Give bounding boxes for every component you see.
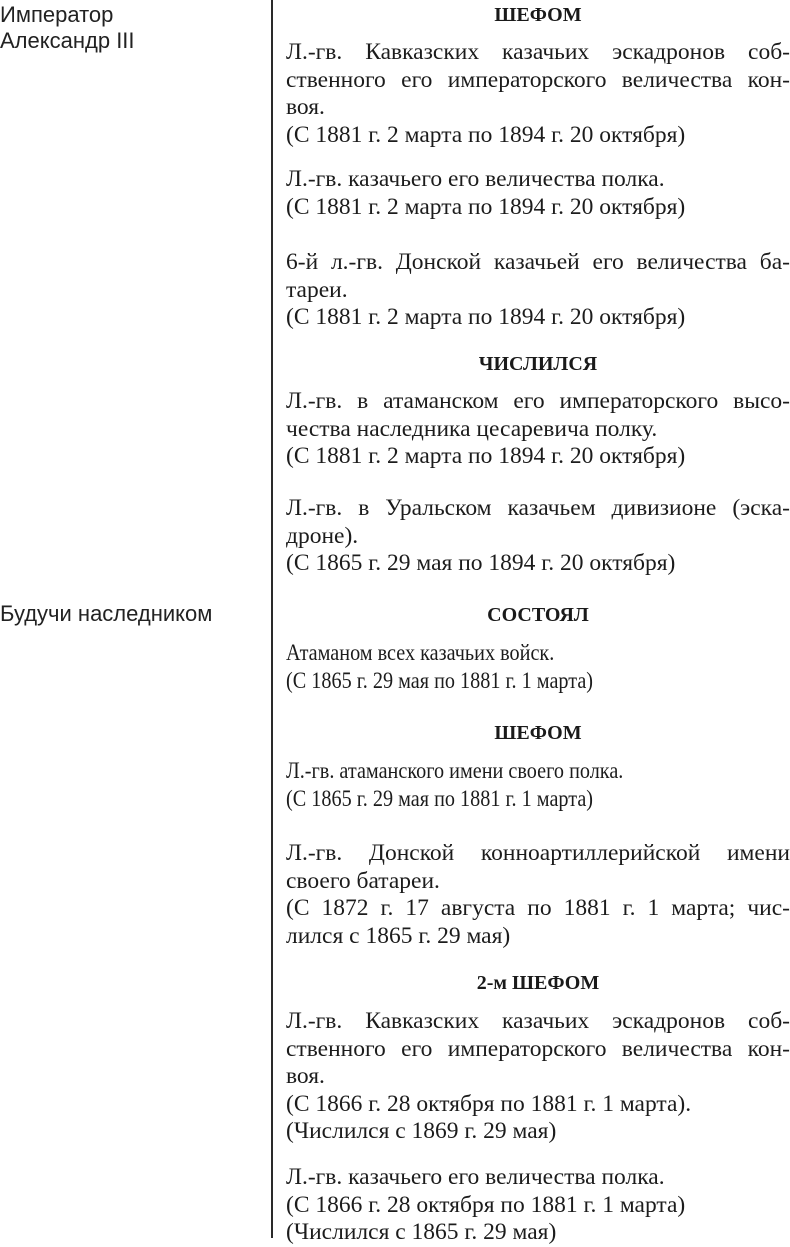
- entry-period: (С 1881 г. 2 марта по 1894 г. 20 октября): [286, 304, 686, 330]
- left-label-emperor: [0, 2, 135, 54]
- entry-period: (С 1865 г. 29 мая по 1881 г. 1 марта): [286, 785, 594, 812]
- label-line: Император: [0, 2, 114, 27]
- entry-line: тареи.: [286, 276, 348, 303]
- entry-period-line: (С 1872 г. 17 августа по 1881 г. 1 марта; чис-: [286, 895, 790, 921]
- entry-line: Л.-гв. в атаманском его императорского высо-: [286, 388, 790, 414]
- entry-kavkaz-escadrons: [286, 39, 790, 149]
- entry-period: (С 1881 г. 2 марта по 1894 г. 20 октября): [286, 121, 686, 148]
- entry-don-horse-artillery: [286, 840, 790, 950]
- entry-line: Л.-гв. атаманского имени своего полка.: [286, 758, 624, 784]
- entry-line: Атаманом всех казачьих войск.: [286, 640, 555, 666]
- entry-don-battery: [286, 249, 790, 332]
- label-line: Александр III: [0, 28, 135, 53]
- entry-cossack-regiment-heir: [286, 1164, 790, 1247]
- entry-line: Л.-гв. казачьего его величества полка.: [286, 1164, 665, 1190]
- entry-period-line: (Числился с 1865 г. 29 мая): [286, 1219, 557, 1245]
- entry-ataman-regiment: [286, 388, 790, 471]
- entry-line: воя.: [286, 1063, 325, 1089]
- section-heading-shefom: ШЕФОМ: [494, 4, 582, 26]
- entry-line: воя.: [286, 94, 325, 120]
- entry-period-line: (Числился с 1869 г. 29 мая): [286, 1118, 557, 1144]
- entry-line: ственного его императорского величества кон-: [286, 66, 790, 93]
- entry-line: Л.-гв. казачьего его величества полка.: [286, 166, 665, 192]
- section-heading-second-shefom: 2-м ШЕФОМ: [476, 972, 600, 994]
- section-heading-shefom-heir: ШЕФОМ: [494, 722, 582, 744]
- entry-line: своего батареи.: [286, 867, 440, 894]
- entry-period: (С 1865 г. 29 мая по 1881 г. 1 марта): [286, 667, 594, 694]
- entry-line: Л.-гв. Кавказских казачьих эскадронов соб-: [286, 39, 790, 65]
- entry-period: (С 1865 г. 29 мая по 1894 г. 20 октября): [286, 550, 676, 576]
- entry-line: чества наследника цесаревича полку.: [286, 415, 658, 442]
- section-heading-chislilsya: ЧИСЛИЛСЯ: [478, 353, 598, 375]
- entry-ural-division: [286, 495, 790, 578]
- entry-period-line: (С 1866 г. 28 октября по 1881 г. 1 марта).: [286, 1090, 692, 1117]
- entry-line: 6-й л.-гв. Донской казачьей его величества ба-: [286, 249, 790, 275]
- entry-line: дроне).: [286, 522, 359, 549]
- column-divider: [271, 0, 273, 1238]
- entry-line: Л.-гв. в Уральском казачьем дивизионе (эска-: [286, 495, 790, 521]
- entry-kavkaz-escadrons-heir: [286, 1008, 790, 1146]
- entry-period-line: лился с 1865 г. 29 мая): [286, 922, 511, 949]
- entry-ataman-all-cossacks: [286, 640, 790, 695]
- entry-line: Л.-гв. Донской конноартиллерийской имени: [286, 840, 790, 866]
- entry-cossack-regiment: [286, 166, 790, 221]
- label-line: Будучи наследником: [0, 601, 213, 626]
- section-heading-sostoyal: СОСТОЯЛ: [487, 604, 589, 626]
- entry-period-line: (С 1866 г. 28 октября по 1881 г. 1 марта): [286, 1191, 686, 1218]
- entry-period: (С 1881 г. 2 марта по 1894 г. 20 октября): [286, 193, 686, 220]
- entry-line: Л.-гв. Кавказских казачьих эскадронов соб-: [286, 1008, 790, 1034]
- left-label-heir: [0, 601, 212, 627]
- entry-period: (С 1881 г. 2 марта по 1894 г. 20 октября): [286, 443, 686, 469]
- entry-ataman-regiment-heir: [286, 758, 790, 813]
- entry-line: ственного его императорского величества кон-: [286, 1035, 790, 1062]
